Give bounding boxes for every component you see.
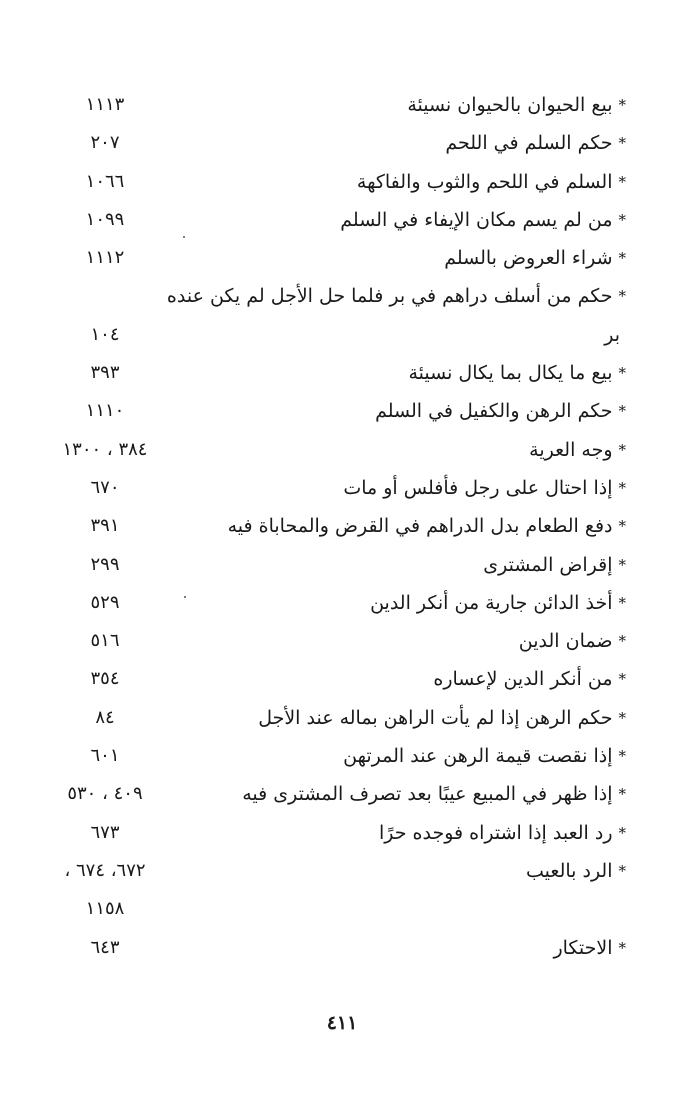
index-entry (40, 660, 626, 698)
index-entry (40, 469, 626, 507)
index-entry-continuation (40, 316, 626, 354)
index-entries (40, 86, 626, 967)
entry-topic: الاحتكار (553, 936, 613, 959)
index-entry (40, 584, 626, 622)
index-entry (40, 277, 626, 315)
entry-pages: ٢٩٩ (90, 553, 120, 575)
entry-pages: ٣٩١ (90, 515, 120, 537)
entry-pages: ٣٩٣ (90, 362, 120, 384)
asterisk-icon: * (618, 861, 626, 880)
entry-pages: ٦٤٣ (90, 936, 120, 958)
asterisk-icon: * (618, 287, 626, 306)
entry-topic: حكم السلم في اللحم (445, 132, 613, 155)
index-entry (40, 392, 626, 430)
entry-topic: شراء العروض بالسلم (444, 247, 613, 270)
entry-topic: حكم الرهن والكفيل في السلم (375, 400, 613, 423)
entry-pages: ٦٧٠ (90, 476, 120, 498)
entry-topic: أخذ الدائن جارية من أنكر الدين (370, 591, 613, 614)
asterisk-icon: * (618, 632, 626, 651)
entry-pages: ٦٧٢، ٦٧٤ ، (64, 859, 146, 881)
entry-topic: السلم في اللحم والثوب والفاكهة (356, 170, 613, 193)
entry-topic: بيع الحيوان بالحيوان نسيئة (407, 94, 613, 116)
entry-pages: ٦٠١ (90, 745, 120, 767)
asterisk-icon: * (618, 364, 626, 383)
asterisk-icon: * (618, 785, 626, 804)
index-entry-continuation (40, 890, 626, 928)
asterisk-icon: * (618, 747, 626, 766)
entry-topic: من لم يسم مكان الإيفاء في السلم (340, 208, 613, 231)
index-entry (40, 622, 626, 660)
entry-pages: ١٠٤ (90, 323, 120, 345)
entry-topic: إذا نقصت قيمة الرهن عند المرتهن (343, 745, 613, 768)
asterisk-icon: * (618, 593, 626, 612)
entry-pages: ٥٢٩ (90, 591, 120, 613)
asterisk-icon: * (618, 555, 626, 574)
index-entry (40, 546, 626, 584)
asterisk-icon: * (618, 402, 626, 421)
index-entry (40, 86, 626, 124)
index-entry (40, 239, 626, 277)
entry-pages: ٣٨٤ ، ١٣٠٠ (62, 438, 148, 460)
entry-pages: ١١١٠ (85, 400, 125, 422)
index-entry (40, 929, 626, 967)
asterisk-icon: * (618, 670, 626, 689)
asterisk-icon: * (618, 478, 626, 497)
index-entry (40, 699, 626, 737)
entry-topic: ضمان الدين (518, 630, 613, 653)
index-entry (40, 852, 626, 890)
entry-pages: ٤٠٩ ، ٥٣٠ (67, 783, 143, 805)
entry-pages: ٦٧٣ (90, 821, 120, 843)
index-entry (40, 201, 626, 239)
entry-pages: ١١٥٨ (85, 898, 125, 920)
index-entry (40, 775, 626, 813)
index-entry (40, 431, 626, 469)
entry-pages: ١١١٣ (85, 94, 125, 115)
entry-topic: إذا احتال على رجل فأفلس أو مات (343, 476, 613, 499)
asterisk-icon: * (618, 440, 626, 459)
entry-topic: وجه العرية (529, 438, 613, 461)
entry-pages: ٢٠٧ (90, 132, 120, 154)
index-entry (40, 124, 626, 162)
entry-pages: ١٠٦٦ (85, 170, 125, 192)
entry-topic: بر (604, 323, 620, 346)
entry-topic: الرد بالعيب (526, 859, 613, 882)
asterisk-icon: * (618, 517, 626, 536)
entry-pages: ٨٤ (95, 706, 115, 728)
asterisk-icon: * (618, 708, 626, 727)
asterisk-icon: * (618, 823, 626, 842)
asterisk-icon: * (618, 249, 626, 268)
asterisk-icon: * (618, 938, 626, 957)
entry-pages: ١٠٩٩ (85, 208, 125, 230)
asterisk-icon: * (618, 134, 626, 153)
speck (184, 596, 186, 598)
entry-topic: من أنكر الدين لإعساره (433, 668, 613, 691)
entry-topic: حكم من أسلف دراهم في بر فلما حل الأجل لم يكن عنده (166, 285, 613, 308)
entry-topic: إذا ظهر في المبيع عيبًا بعد تصرف المشترى فيه (242, 783, 613, 806)
asterisk-icon: * (618, 96, 626, 114)
entry-pages: ١١١٢ (85, 247, 125, 269)
index-entry (40, 737, 626, 775)
entry-topic: دفع الطعام بدل الدراهم في القرض والمحاباة فيه (227, 515, 613, 538)
entry-topic: بيع ما يكال بما يكال نسيئة (408, 362, 613, 385)
asterisk-icon: * (618, 172, 626, 191)
entry-pages: ٣٥٤ (90, 668, 120, 690)
page-number: ٤١١ (326, 1012, 358, 1034)
index-entry (40, 507, 626, 545)
index-entry (40, 163, 626, 201)
asterisk-icon: * (618, 210, 626, 229)
entry-pages: ٥١٦ (90, 630, 120, 652)
index-entry (40, 354, 626, 392)
entry-topic: إقراض المشترى (483, 553, 613, 576)
entry-topic: حكم الرهن إذا لم يأت الراهن بماله عند الأجل (258, 706, 613, 729)
index-entry (40, 814, 626, 852)
entry-topic: رد العبد إذا اشتراه فوجده حرًا (378, 821, 613, 844)
speck (183, 236, 185, 238)
